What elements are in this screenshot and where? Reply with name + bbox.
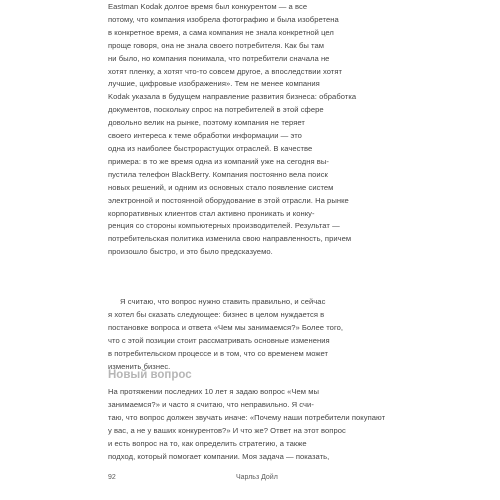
text-line: документов, поскольку спрос на потребителей в этой сфере [108,105,324,115]
text-line: произошло быстро, и это было предсказуемо. [108,247,273,257]
text-line: в конкретное время, а сама компания не знала конкретной цел [108,27,334,37]
text-line: что с этой позиции стоит рассматривать основные изменения [108,335,330,345]
text-line: довольно велик на рынке, поэтому компания не теряет [108,118,305,128]
text-line: проще говоря, она не знала своего потребителя. Как бы там [108,40,324,50]
paragraph-2 [108,296,343,373]
text-line: подход, который помогает компании. Моя задача — показать, [108,451,330,461]
page-number: 92 [108,474,116,481]
text-line: таю, что вопрос должен звучать иначе: «Почему наши потребители покупают [108,412,386,422]
text-line: ренция со стороны компьютерных производителей. Результат — [108,221,340,231]
text-line: у вас, а не у ваших конкурентов?» И что же? Ответ на этот вопрос [108,425,346,435]
text-line: я хотел бы сказать следующее: бизнес в целом нуждается в [108,309,325,319]
text-line: своего интереса к теме обработки информации — это [108,131,302,141]
text-line: хотят пленку, а хотят что-то совсем другое, а впоследствии хотят [108,66,343,76]
text-line: лучшие, цифровые изображения». Тем не менее компания [108,79,320,89]
text-line: корпоративных клиентов стал активно проникать и конку- [108,208,315,218]
section-heading: Новый вопрос [108,369,192,381]
text-line: изменить бизнес. [108,361,171,371]
text-line: занимаемся?» и часто я считаю, что неправильно. Я счи- [108,399,314,409]
text-line: Я считаю, что вопрос нужно ставить правильно, и сейчас [120,297,326,306]
text-line: новых решений, и одним из основных стало появление систем [108,182,334,192]
paragraph-1 [108,1,356,259]
text-line: потому, что компания изобрела фотографию и была изобретена [108,14,339,24]
text-line: Kodak указала в будущем направление развития бизнеса: обработка [108,92,357,102]
text-line: одна из наиболее быстрорастущих отраслей. В качестве [108,143,313,153]
text-line: пустила телефон BlackBerry. Компания постоянно вела поиск [108,169,328,179]
text-line: и есть вопрос на то, как определить стратегию, а также [108,438,307,448]
book-page [108,0,400,500]
text-line: На протяжении последних 10 лет я задаю вопрос «Чем мы [108,387,320,396]
text-line: примера: в то же время одна из компаний уже на сегодня вы- [108,156,329,166]
text-line: электронной и постоянной оборудование в этой отрасли. На рынке [108,195,349,205]
text-line: постановке вопроса и ответа «Чем мы занимаемся?» Более того, [108,322,344,332]
running-author: Чарльз Дойл [236,474,278,481]
text-line: в потребительском процессе и в том, что со временем может [108,348,329,358]
text-line: ни было, но компания понимала, что потребители сначала не [108,53,330,63]
text-line: потребительская политика изменила свою направленность, причем [108,234,352,244]
text-line: Eastman Kodak долгое время был конкурентом — а все [108,2,308,11]
paragraph-3 [108,386,385,463]
